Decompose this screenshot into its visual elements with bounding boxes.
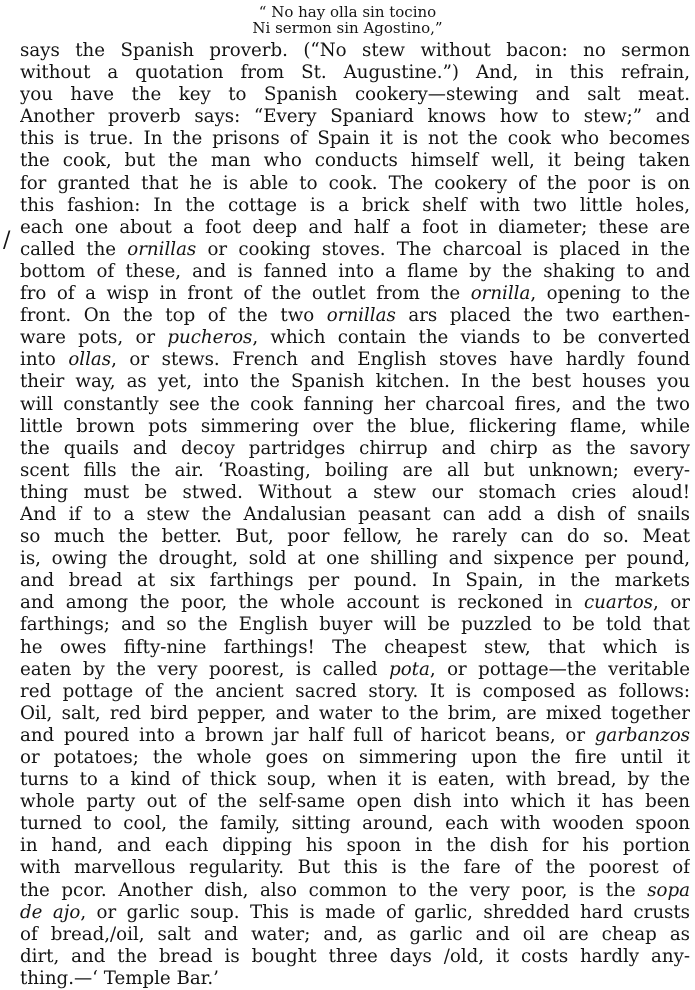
body-line: and among the poor, the whole account is reckoned in cuartos, or	[20, 592, 690, 614]
body-line: he owes fifty-nine farthings! The cheapest stew, that which is	[20, 636, 690, 658]
epigraph-line: “ No hay olla sin tocino	[258, 3, 437, 21]
body-line: fro of a wisp in front of the outlet from the ornilla, opening to the	[20, 283, 690, 305]
article-body	[20, 40, 690, 990]
body-line: thing.—‘ Temple Bar.’	[20, 967, 219, 989]
body-line: into ollas, or stews. French and English stoves have hardly found	[20, 349, 690, 371]
body-line: called the ornillas or cooking stoves. The charcoal is placed in the	[20, 238, 690, 260]
body-line: thing must be stwed. Without a stew our stomach cries aloud!	[20, 481, 690, 503]
body-line: and poured into a brown jar half full of haricot beans, or garbanzos	[20, 724, 690, 746]
body-line: and bread at six farthings per pound. In Spain, in the markets	[20, 570, 690, 592]
body-line: with marvellous regularity. But this is the fare of the poorest of	[20, 857, 690, 879]
body-line: scent fills the air. ‘Roasting, boiling are all but unknown; every-	[20, 459, 690, 481]
body-line: turned to cool, the family, sitting around, each with wooden spoon	[20, 813, 690, 835]
body-line: for granted that he is able to cook. The cookery of the poor is on	[20, 172, 690, 194]
body-line: this is true. In the prisons of Spain it is not the cook who becomes	[20, 128, 690, 150]
body-line: each one about a foot deep and half a foot in diameter; these are	[20, 216, 690, 238]
body-line: whole party out of the self-same open dish into which it has been	[20, 791, 690, 813]
body-line: the pcor. Another dish, also common to the very poor, is the sopa	[20, 879, 690, 901]
body-line: of bread,/oil, salt and water; and, as garlic and oil are cheap as	[20, 923, 690, 945]
body-line: eaten by the very poorest, is called pota, or pottage—the veritable	[20, 658, 690, 680]
body-line: their way, as yet, into the Spanish kitchen. In the best houses you	[20, 371, 690, 393]
body-line: or potatoes; the whole goes on simmering upon the fire until it	[20, 747, 690, 768]
epigraph-line: Ni sermon sin Agostino,”	[252, 19, 443, 37]
body-line: Another proverb says: “Every Spaniard knows how to stew;” and	[20, 106, 690, 128]
body-line: says the Spanish proverb. (“No stew without bacon: no sermon	[20, 40, 690, 61]
body-line: ware pots, or pucheros, which contain the viands to be converted	[20, 327, 690, 349]
margin-mark: /	[3, 228, 11, 253]
body-line: dirt, and the bread is bought three days /old, it costs hardly any-	[20, 945, 690, 967]
body-line: bottom of these, and is fanned into a flame by the shaking to and	[20, 260, 690, 282]
body-line: so much the better. But, poor fellow, he rarely can do so. Meat	[20, 526, 690, 548]
body-line: Oil, salt, red bird pepper, and water to the brim, are mixed together	[20, 702, 690, 724]
body-line: de ajo, or garlic soup. This is made of garlic, shredded hard crusts	[20, 901, 690, 923]
body-line: you have the key to Spanish cookery—stewing and salt meat.	[20, 84, 690, 106]
epigraph	[0, 4, 695, 36]
body-line: this fashion: In the cottage is a brick shelf with two little holes,	[20, 194, 690, 216]
body-line: in hand, and each dipping his spoon in the dish for his portion	[20, 835, 690, 857]
body-line: is, owing the drought, sold at one shilling and sixpence per pound,	[20, 548, 690, 570]
body-line: the quails and decoy partridges chirrup and chirp as the savory	[20, 437, 690, 459]
body-line: little brown pots simmering over the blue, flickering flame, while	[20, 415, 690, 437]
body-line: the cook, but the man who conducts himself well, it being taken	[20, 150, 690, 172]
body-line: And if to a stew the Andalusian peasant can add a dish of snails	[20, 503, 690, 525]
body-line: farthings; and so the English buyer will be puzzled to be told that	[20, 614, 690, 636]
body-line: front. On the top of the two ornillas ars placed the two earthen-	[20, 305, 690, 327]
body-line: without a quotation from St. Augustine.”) And, in this refrain,	[20, 62, 690, 84]
body-line: will constantly see the cook fanning her charcoal fires, and the two	[20, 393, 690, 415]
body-line: turns to a kind of thick soup, when it is eaten, with bread, by the	[20, 769, 690, 791]
body-line: red pottage of the ancient sacred story. It is composed as follows:	[20, 680, 690, 702]
